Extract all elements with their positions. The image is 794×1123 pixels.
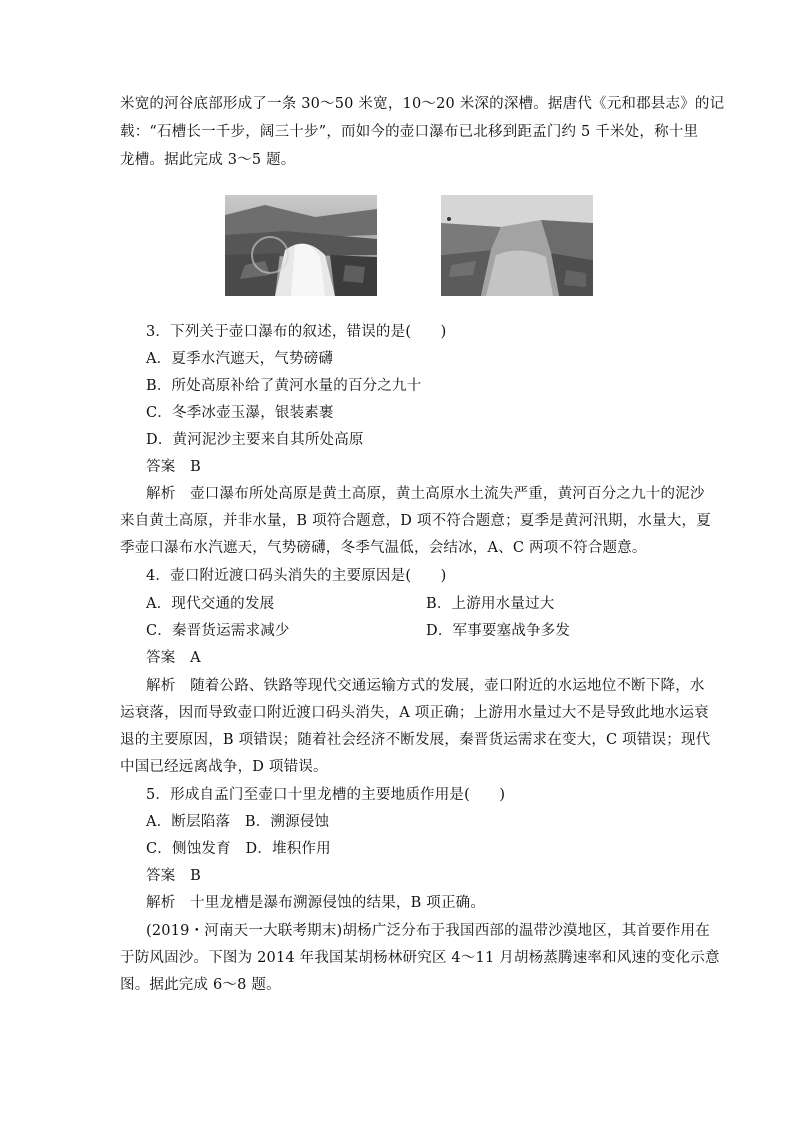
next-passage-line-3: 图。据此完成 6～8 题。 bbox=[120, 977, 281, 993]
q5-options-ab: A．断层陷落 B．溯源侵蚀 bbox=[146, 814, 330, 830]
q3-option-d: D．黄河泥沙主要来自其所处高原 bbox=[146, 432, 364, 448]
q3-option-a: A．夏季水汽遮天，气势磅礴 bbox=[146, 351, 334, 367]
q5-stem: 5．形成自孟门至壶口十里龙槽的主要地质作用是( ) bbox=[146, 787, 506, 803]
q3-answer: 答案 B bbox=[146, 459, 201, 475]
next-passage-line-1: (2019・河南天一大联考期末)胡杨广泛分布于我国西部的温带沙漠地区，其首要作用在 bbox=[146, 923, 710, 939]
intro-line-1: 米宽的河谷底部形成了一条 30～50 米宽，10～20 米深的深槽。据唐代《元和郡县志》的记 bbox=[120, 96, 725, 112]
q5-explanation-1: 解析 十里龙槽是瀑布溯源侵蚀的结果，B 项正确。 bbox=[146, 895, 486, 911]
q4-stem: 4．壶口附近渡口码头消失的主要原因是( ) bbox=[146, 568, 447, 584]
intro-line-3: 龙槽。据此完成 3～5 题。 bbox=[120, 152, 296, 168]
q3-stem: 3．下列关于壶口瀑布的叙述，错误的是( ) bbox=[146, 324, 447, 340]
q4-option-a: A．现代交通的发展 bbox=[146, 596, 275, 612]
q3-option-c: C．冬季冰壶玉瀑，银装素裹 bbox=[146, 405, 334, 421]
next-passage-line-2: 于防风固沙。下图为 2014 年我国某胡杨林研究区 4～11 月胡杨蒸腾速率和风速的变化示意 bbox=[120, 950, 720, 966]
q4-option-d: D．军事要塞战争多发 bbox=[426, 623, 571, 639]
q5-answer: 答案 B bbox=[146, 868, 201, 884]
canyon-river-photo bbox=[441, 195, 593, 296]
q4-explanation-4: 中国已经远离战争，D 项错误。 bbox=[120, 759, 328, 775]
q4-explanation-3: 退的主要原因，B 项错误；随着社会经济不断发展，秦晋货运需求在变大，C 项错误；现代 bbox=[120, 732, 711, 748]
q3-explanation-1: 解析 壶口瀑布所处高原是黄土高原，黄土高原水土流失严重，黄河百分之九十的泥沙 bbox=[146, 486, 705, 502]
intro-line-2: 载：“石槽长一千步，阔三十步”，而如今的壶口瀑布已北移到距孟门约 5 千米处，称十里 bbox=[120, 124, 699, 140]
q3-explanation-3: 季壶口瀑布水汽遮天，气势磅礴，冬季气温低，会结冰，A、C 两项不符合题意。 bbox=[120, 540, 647, 556]
q4-option-b: B．上游用水量过大 bbox=[426, 596, 555, 612]
q4-explanation-2: 运衰落，因而导致壶口附近渡口码头消失，A 项正确；上游用水量过大不是导致此地水运衰 bbox=[120, 705, 709, 721]
q4-explanation-1: 解析 随着公路、铁路等现代交通运输方式的发展，壶口附近的水运地位不断下降，水 bbox=[146, 678, 705, 694]
q3-explanation-2: 来自黄土高原，并非水量，B 项符合题意，D 项不符合题意；夏季是黄河汛期，水量大，夏 bbox=[120, 513, 711, 529]
q4-answer: 答案 A bbox=[146, 650, 201, 666]
q5-options-cd: C．侧蚀发育 D．堆积作用 bbox=[146, 841, 331, 857]
q4-option-c: C．秦晋货运需求减少 bbox=[146, 623, 290, 639]
waterfall-photo bbox=[225, 195, 377, 296]
q3-option-b: B．所处高原补给了黄河水量的百分之九十 bbox=[146, 378, 422, 394]
